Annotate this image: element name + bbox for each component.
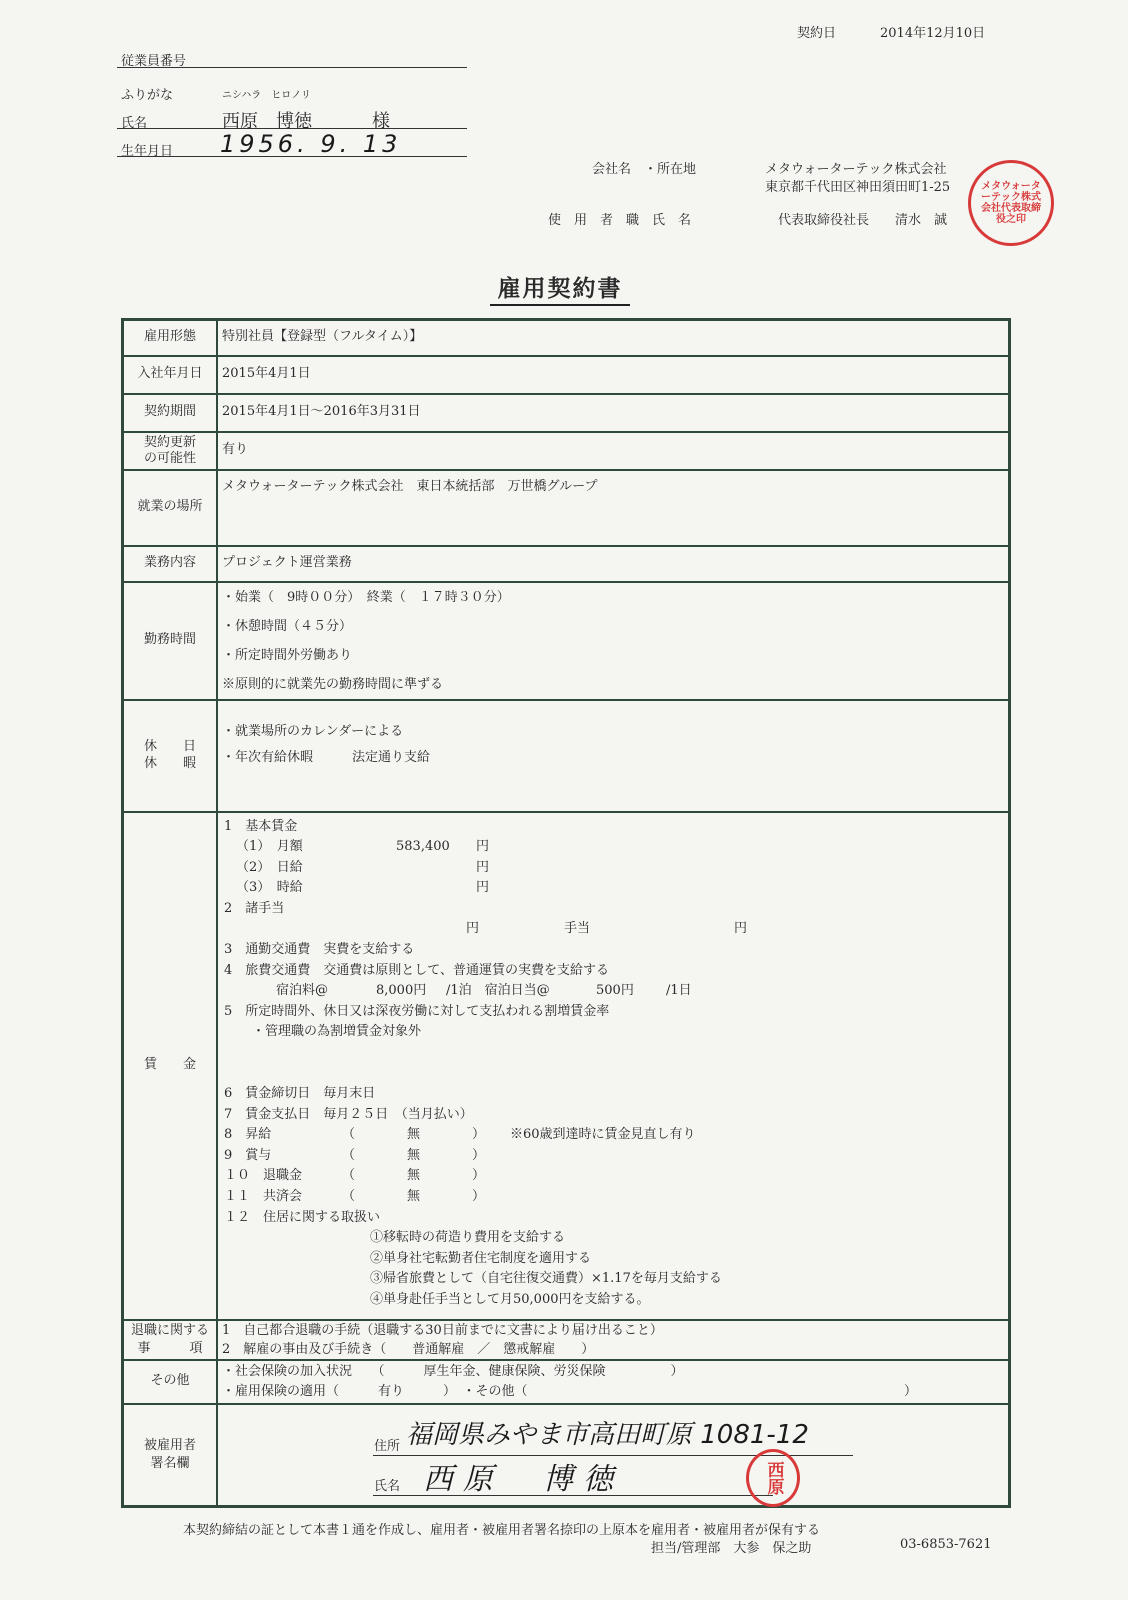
other-line-2-close: ） — [904, 1383, 918, 1399]
row-workplace — [123, 470, 1010, 546]
furigana-value: ニシハラ ヒロノリ — [222, 90, 311, 101]
wage-line-19: ①移転時の荷造り費用を支給する — [370, 1230, 566, 1246]
birth-label: 生年月日 — [121, 144, 174, 159]
bonus-label: 9 賞与 — [224, 1147, 272, 1163]
renewal-value: 有り — [217, 432, 1010, 470]
wage-line-3 — [224, 858, 1008, 879]
hours-label: 勤務時間 — [123, 582, 218, 700]
footer-phone: 03-6853-7621 — [900, 1537, 992, 1552]
other-line-2-text: ・雇用保険の適用（ 有り ） ・その他（ — [222, 1383, 528, 1399]
employer-name: 代表取締役社長 清水 誠 — [778, 213, 948, 228]
per-diem-unit: /1日 — [666, 983, 692, 999]
hours-line-2: ・休憩時間（４５分） — [222, 618, 353, 634]
other-line-2 — [222, 1382, 1008, 1402]
mutual-aid-value: （ 無 ） — [342, 1189, 486, 1204]
other-label: その他 — [123, 1360, 218, 1404]
monthly-label: （1） 月額 — [236, 839, 303, 855]
wage-line-17 — [224, 1187, 1008, 1208]
wage-line-1: 1 基本賃金 — [224, 818, 298, 834]
company-seal-text: メタウォーターテック株式会社代表取締役之印 — [981, 181, 1041, 225]
signature-label — [123, 1404, 218, 1507]
wage-spacer — [224, 1043, 1008, 1084]
period-label: 契約期間 — [123, 394, 218, 432]
signer-name-label: 氏名 — [374, 1478, 401, 1494]
document-title: 雇用契約書 — [490, 270, 630, 306]
other-value — [217, 1360, 1010, 1404]
renewal-label — [123, 432, 218, 470]
period-value: 2015年4月1日～2016年3月31日 — [217, 394, 1010, 432]
wage-line-5: 2 諸手当 — [224, 900, 285, 916]
row-join-date — [123, 356, 1010, 394]
row-holidays — [123, 700, 1010, 812]
signature-value — [217, 1404, 1010, 1507]
raise-value: （ 無 ） — [342, 1127, 486, 1143]
employee-number-line — [117, 67, 467, 68]
raise-label: 8 昇給 — [224, 1127, 272, 1143]
employment-type-value: 特別社員【登録型（フルタイム）】 — [217, 320, 1010, 356]
monthly-unit: 円 — [476, 839, 490, 855]
wage-line-18: １２ 住居に関する取扱い — [224, 1209, 381, 1225]
wage-line-15 — [224, 1146, 1008, 1167]
wage-line-22: ④単身赴任手当として月50,000円を支給する。 — [370, 1291, 650, 1307]
per-diem-label: /1泊 宿泊日当@ — [446, 983, 550, 999]
holidays-label-2: 休 暇 — [143, 755, 196, 771]
employee-number-label: 従業員番号 — [121, 54, 187, 69]
join-date-value: 2015年4月1日 — [217, 356, 1010, 394]
employer-label: 使 用 者 職 氏 名 — [548, 213, 692, 228]
company-name: メタウォーターテック株式会社 — [765, 162, 947, 177]
daily-unit: 円 — [476, 859, 490, 875]
wage-line-13: 7 賃金支払日 毎月２５日 （当月払い） — [224, 1106, 473, 1122]
hours-line-1: ・始業（ 9時００分） 終業（ １７時３０分） — [222, 589, 510, 605]
wage-value — [217, 812, 1010, 1320]
bonus-value: （ 無 ） — [342, 1147, 486, 1163]
holidays-label — [123, 700, 218, 812]
signer-seal — [746, 1449, 800, 1507]
company-seal — [968, 160, 1054, 246]
name-label: 氏名 — [121, 116, 148, 131]
duties-label: 業務内容 — [123, 546, 218, 582]
retirement-pay-label: １０ 退職金 — [224, 1168, 303, 1184]
duties-value: プロジェクト運営業務 — [217, 546, 1010, 582]
allowance-label: 手当 — [564, 921, 591, 937]
furigana-label: ふりがな — [121, 88, 174, 103]
wage-line-6 — [224, 919, 1008, 940]
retirement-pay-value: （ 無 ） — [342, 1168, 486, 1184]
honorific: 様 — [372, 111, 390, 132]
row-period — [123, 394, 1010, 432]
birth-value: 1956. 9. 13 — [220, 130, 402, 158]
retirement-value — [217, 1320, 1010, 1360]
wage-line-12: 6 賃金締切日 毎月末日 — [224, 1086, 376, 1102]
employment-type-label: 雇用形態 — [123, 320, 218, 356]
name-line — [117, 128, 467, 129]
wage-line-9 — [224, 981, 1008, 1002]
wage-line-20: ②単身社宅転勤者住宅制度を適用する — [370, 1250, 592, 1266]
lodging-label: 宿泊料@ — [276, 983, 329, 999]
holidays-line-1: ・就業場所のカレンダーによる — [222, 723, 404, 739]
wage-line-7: 3 通勤交通費 実費を支給する — [224, 942, 415, 958]
workplace-label: 就業の場所 — [123, 470, 218, 546]
monthly-amount: 583,400 — [396, 839, 450, 855]
row-hours — [123, 582, 1010, 700]
row-signature — [123, 1404, 1010, 1507]
signature-label-1: 被雇用者 — [143, 1437, 196, 1453]
contract-table — [121, 318, 1011, 1508]
row-wage — [123, 812, 1010, 1320]
retirement-label — [123, 1320, 218, 1360]
wage-line-11: ・管理職の為割増賃金対象外 — [252, 1024, 422, 1040]
row-employment-type — [123, 320, 1010, 356]
wage-line-8: 4 旅費交通費 交通費は原則として、普通運賃の実費を支給する — [224, 962, 610, 978]
signer-name-line — [373, 1495, 773, 1496]
allowance-unit-1: 円 — [466, 921, 480, 937]
retirement-line-1: 1 自己都合退職の手続（退職する30日前までに文書により届け出ること） — [222, 1322, 663, 1338]
lodging-amount: 8,000円 — [376, 983, 427, 999]
hours-value — [217, 582, 1010, 700]
holidays-label-1: 休 日 — [143, 738, 196, 754]
birth-line — [117, 156, 467, 157]
row-retirement — [123, 1320, 1010, 1360]
retirement-label-1: 退職に関する — [130, 1322, 209, 1338]
holidays-value — [217, 700, 1010, 812]
wage-label: 賃 金 — [123, 812, 218, 1320]
name-value: 西原 博徳 — [222, 111, 312, 132]
footer-contact: 担当/管理部 大参 保之助 — [651, 1541, 812, 1556]
address-label: 住所 — [374, 1438, 401, 1454]
hours-line-4: ※原則的に就業先の勤務時間に準ずる — [222, 676, 444, 692]
row-duties — [123, 546, 1010, 582]
allowance-unit-2: 円 — [734, 921, 748, 937]
retirement-label-2: 事 項 — [137, 1340, 203, 1356]
signature-label-2: 署名欄 — [150, 1455, 190, 1471]
contract-date: 2014年12月10日 — [880, 26, 986, 41]
hourly-label: （3） 時給 — [236, 880, 303, 896]
signer-seal-text: 西原 — [763, 1460, 784, 1495]
hours-line-3: ・所定時間外労働あり — [222, 647, 353, 663]
wage-line-14 — [224, 1125, 1008, 1146]
workplace-value: メタウォーターテック株式会社 東日本統括部 万世橋グループ — [217, 470, 1010, 546]
retirement-line-2: 2 解雇の事由及び手続き（ 普通解雇 ／ 懲戒解雇 ） — [222, 1341, 595, 1357]
company-address: 東京都千代田区神田須田町1-25 — [765, 180, 951, 195]
row-other — [123, 1360, 1010, 1404]
renewal-label-2: の可能性 — [143, 450, 196, 466]
signer-name-value: 西原 博徳 — [423, 1461, 623, 1497]
footer-note: 本契約締結の証として本書１通を作成し、雇用者・被雇用者署名捺印の上原本を雇用者・被雇用者が保有する — [183, 1523, 821, 1538]
company-name-label: 会社名 ・所在地 — [592, 162, 697, 177]
wage-line-21: ③帰省旅費として（自宅往復交通費）×1.17を毎月支給する — [370, 1271, 722, 1287]
daily-label: （2） 日給 — [236, 859, 303, 875]
hourly-unit: 円 — [476, 880, 490, 896]
per-diem-amount: 500円 — [596, 983, 634, 999]
wage-line-4 — [224, 878, 1008, 899]
mutual-aid-label: １１ 共済会 — [224, 1189, 303, 1204]
other-line-1: ・社会保険の加入状況 （ 厚生年金、健康保険、労災保険 ） — [222, 1363, 684, 1379]
renewal-label-1: 契約更新 — [143, 434, 196, 450]
wage-line-2 — [224, 837, 1008, 858]
address-value: 福岡県みやま市高田町原 1081-12 — [406, 1419, 809, 1450]
wage-line-10: 5 所定時間外、休日又は深夜労働に対して支払われる割増賃金率 — [224, 1003, 610, 1019]
row-renewal — [123, 432, 1010, 470]
join-date-label: 入社年月日 — [123, 356, 218, 394]
contract-date-label: 契約日 — [797, 26, 837, 41]
wage-line-16 — [224, 1166, 1008, 1187]
raise-note: ※60歳到達時に賃金見直し有り — [510, 1127, 696, 1143]
holidays-line-2: ・年次有給休暇 法定通り支給 — [222, 749, 431, 765]
